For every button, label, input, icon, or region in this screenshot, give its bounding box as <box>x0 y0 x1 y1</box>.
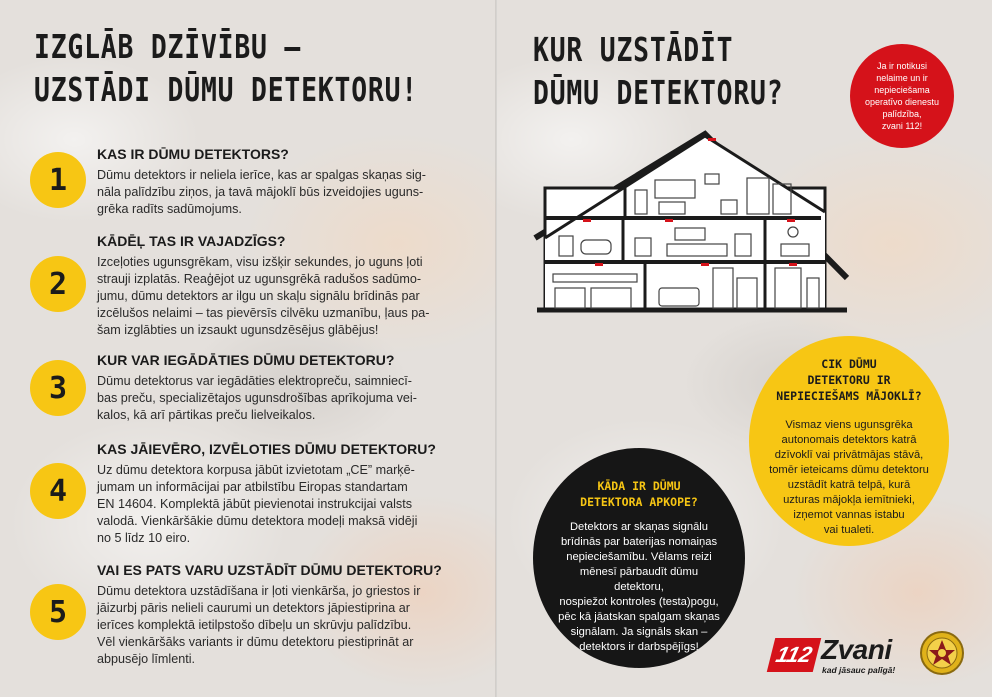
how-many-body-line: uzstādīt katrā telpā, kurā <box>787 479 911 491</box>
body-line: kalos, kā arī pārtikas preču lielveikalos. <box>97 408 316 422</box>
how-many-body-line: vai tualeti. <box>823 524 875 536</box>
maintenance-body-line: brīdinās par baterijas nomaiņas <box>560 536 718 548</box>
detector-icon <box>789 263 797 266</box>
section-body <box>97 583 462 668</box>
maintenance-body-line: nospiežot kontroles (testa)pogu, <box>559 596 719 608</box>
maintenance-title <box>553 478 725 510</box>
body-line: EN 14604. Komplektā jābūt pievienotai instrukcijai valsts <box>97 497 413 511</box>
how-many-body-line: autonomais detektors katrā <box>781 434 917 446</box>
number-badge: 2 <box>30 256 86 312</box>
section-5 <box>30 562 470 667</box>
body-line: nāla palīdzību ziņos, ja tavā mājoklī būs izveidojies uguns- <box>97 185 424 199</box>
number-badge: 4 <box>30 463 86 519</box>
how-many-title-line: NEPIECIEŠAMS MĀJOKLĪ? <box>776 389 922 403</box>
how-many-circle <box>749 336 949 546</box>
body-line: strauji izplatās. Reaģējot uz ugunsgrēkā radušos sadūmo- <box>97 272 422 286</box>
maintenance-body <box>557 520 721 655</box>
maintenance-body-line: nepieciešamību. Vēlams reizi <box>566 551 712 563</box>
emergency-line: nepieciešama <box>874 85 930 95</box>
how-many-body-line: uzturas mājokļa iemītnieki, <box>783 494 915 506</box>
right-page <box>497 0 992 697</box>
maintenance-title-line: KĀDA IR DŪMU <box>597 479 681 493</box>
maintenance-body-line: pēc kā jāatskan spalgam skaņas <box>558 611 720 623</box>
house-illustration <box>525 128 855 328</box>
section-body <box>97 167 462 218</box>
how-many-title-line: DETEKTORU IR <box>807 373 891 387</box>
maintenance-circle <box>533 448 745 668</box>
body-line: Uz dūmu detektora korpusa jābūt izvietotam „CE” marķē- <box>97 463 415 477</box>
maintenance-title-line: DETEKTORA APKOPE? <box>580 495 698 509</box>
body-line: Vēl vienkāršāks variants ir dūmu detektoru piestiprināt ar <box>97 635 414 649</box>
right-title-line-2: DŪMU DETEKTORU? <box>533 73 784 112</box>
body-line: grēka radīts sadūmojums. <box>97 202 242 216</box>
section-1 <box>30 146 470 216</box>
right-title-line-1: KUR UZSTĀDĪT <box>533 30 734 69</box>
fire-rescue-emblem-icon <box>919 630 965 676</box>
brand-slogan: kad jāsauc palīgā! <box>822 665 896 675</box>
emergency-line: zvani 112! <box>881 121 923 131</box>
body-line: šam izglābties un izsaukt ugunsdzēsējus glābējus! <box>97 323 379 337</box>
body-line: Dūmu detektora uzstādīšana ir ļoti vienkārša, jo griestos ir <box>97 584 421 598</box>
section-2 <box>30 233 470 338</box>
brand-word: Zvani <box>821 634 892 665</box>
emergency-line: Ja ir notikusi <box>876 61 928 71</box>
maintenance-body-line: Detektors ar skaņas signālu <box>569 521 709 533</box>
zvani-112-logo <box>765 632 915 678</box>
body-line: ierīces komplektā ietilpstošo dībeļu un skrūvju palīdzību. <box>97 618 412 632</box>
emergency-line: nelaime un ir <box>876 73 928 83</box>
body-line: jumu, dūmu detektors ar ilgu un skaļu signālu brīdinās par <box>97 289 420 303</box>
body-line: Dūmu detektors ir neliela ierīce, kas ar spalgas skaņas sig- <box>97 168 426 182</box>
how-many-body-line: tomēr ieteicams dūmu detektoru <box>769 464 929 476</box>
how-many-title <box>769 356 929 404</box>
how-many-body <box>767 418 931 538</box>
section-body <box>97 254 462 339</box>
how-many-body-line: izņemot vannas istabu <box>793 509 905 521</box>
body-line: abpusējo līmlenti. <box>97 652 196 666</box>
body-line: izcēlušos nelaimi – tas pievērsīs cilvēku uzmanību, ļaus pa- <box>97 306 430 320</box>
number-badge: 1 <box>30 152 86 208</box>
brand-number: 112 <box>767 638 821 672</box>
left-title-line-1: IZGLĀB DZĪVĪBU – <box>34 27 302 66</box>
section-title: KĀDĒĻ TAS IR VAJADZĪGS? <box>97 233 286 249</box>
emergency-badge <box>841 44 963 148</box>
emergency-text <box>850 44 954 148</box>
section-title: VAI ES PATS VARU UZSTĀDĪT DŪMU DETEKTORU? <box>97 562 442 578</box>
section-3 <box>30 352 470 422</box>
body-line: jumam un informācijai par atbilstību Eiropas standartam <box>97 480 408 494</box>
section-title: KUR VAR IEGĀDĀTIES DŪMU DETEKTORU? <box>97 352 395 368</box>
right-page-title <box>533 28 783 114</box>
body-line: no 5 līdz 10 eiro. <box>97 531 191 545</box>
body-line: Dūmu detektorus var iegādāties elektropreču, saimniecī- <box>97 374 412 388</box>
how-many-body-line: dzīvoklī vai privātmājas stāvā, <box>774 449 924 461</box>
detector-icon <box>708 138 716 141</box>
section-body <box>97 373 462 424</box>
detector-icon <box>787 219 795 222</box>
how-many-body-line: Vismaz viens ugunsgrēka <box>785 419 913 431</box>
left-page-title <box>34 25 418 111</box>
section-4 <box>30 441 470 546</box>
maintenance-body-line: mēnesī pārbaudīt dūmu detektoru, <box>579 566 699 593</box>
detector-icon <box>595 263 603 266</box>
body-line: bas preču, specializētajos ugunsdrošības aprīkojuma vei- <box>97 391 417 405</box>
how-many-title-line: CIK DŪMU <box>821 357 877 371</box>
section-title: KAS JĀIEVĒRO, IZVĒLOTIES DŪMU DETEKTORU? <box>97 441 436 457</box>
detector-icon <box>665 219 673 222</box>
number-badge: 3 <box>30 360 86 416</box>
body-line: Izceļoties ugunsgrēkam, visu izšķir sekundes, jo uguns ļoti <box>97 255 423 269</box>
maintenance-body-line: signālam. Ja signāls skan – <box>570 626 708 638</box>
emergency-line: palīdzība, <box>882 109 922 119</box>
body-line: valodā. Vienkāršākie dūmu detektora modeļi maksā vidēji <box>97 514 418 528</box>
section-body <box>97 462 462 547</box>
detector-icon <box>701 263 709 266</box>
number-badge: 5 <box>30 584 86 640</box>
left-title-line-2: UZSTĀDI DŪMU DETEKTORU! <box>34 70 418 109</box>
emergency-line: operatīvo dienestu <box>864 97 940 107</box>
detector-icon <box>583 219 591 222</box>
section-title: KAS IR DŪMU DETEKTORS? <box>97 146 289 162</box>
maintenance-body-line: detektors ir darbspējīgs! <box>579 641 699 653</box>
body-line: jāizurbj pāris nelieli caurumi un detektors jāpiestiprina ar <box>97 601 410 615</box>
